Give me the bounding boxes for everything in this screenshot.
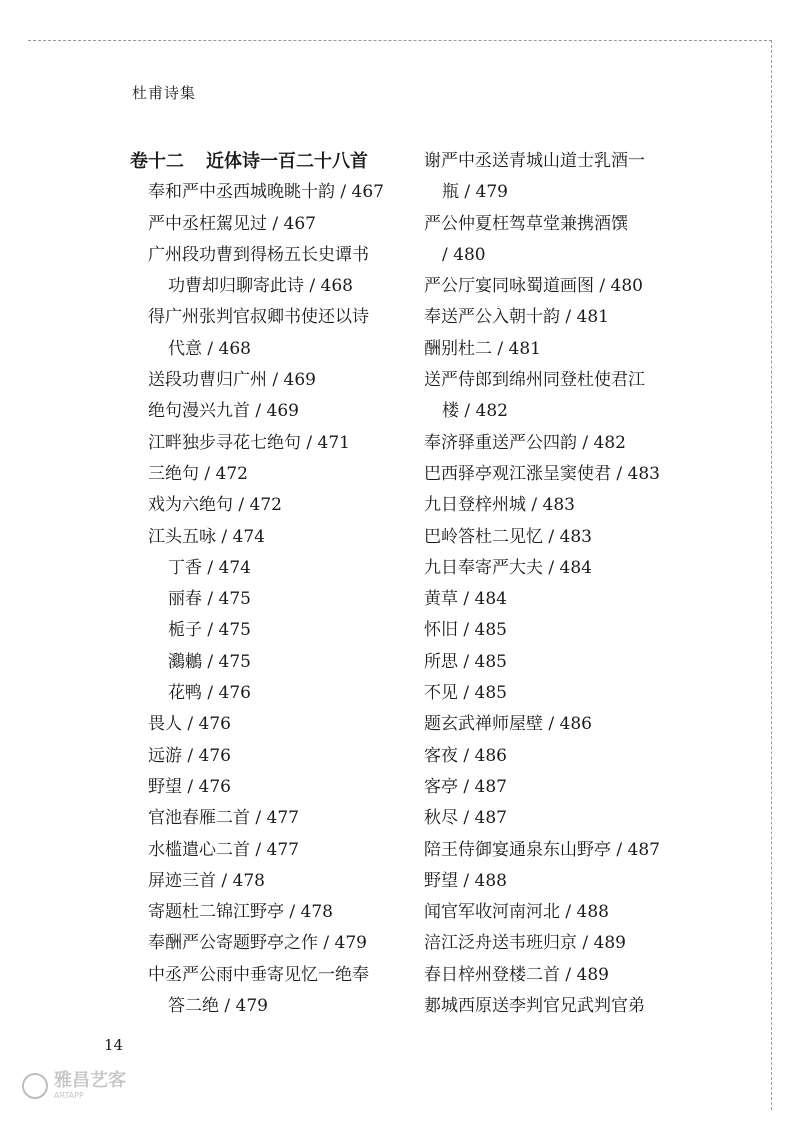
toc-entry: 楼 / 482 xyxy=(442,401,508,422)
toc-entry: 不见 / 485 xyxy=(424,683,507,704)
toc-entry: 绝句漫兴九首 / 469 xyxy=(148,401,299,422)
toc-entry: 花鸭 / 476 xyxy=(168,683,251,704)
watermark xyxy=(22,1072,126,1100)
toc-entry: 奉送严公入朝十韵 / 481 xyxy=(424,307,609,328)
toc-entry: 屏迹三首 / 478 xyxy=(148,870,265,891)
toc-entry: 郪城西原送李判官兄武判官弟 xyxy=(424,996,645,1017)
toc-entry: 所思 / 485 xyxy=(424,651,507,672)
toc-entry: 秋尽 / 487 xyxy=(424,808,507,829)
toc-entry: 严公仲夏枉驾草堂兼携酒馔 xyxy=(424,213,628,234)
toc-entry: 九日奉寄严大夫 / 484 xyxy=(424,557,592,578)
toc-entry: 水槛遣心二首 / 477 xyxy=(148,839,299,860)
toc-entry: 广州段功曹到得杨五长史谭书 xyxy=(148,244,369,265)
toc-entry: 严公厅宴同咏蜀道画图 / 480 xyxy=(424,276,643,297)
watermark-text: 雅昌艺客 xyxy=(54,1070,126,1091)
toc-entry: 官池春雁二首 / 477 xyxy=(148,808,299,829)
chapter-volume: 卷十二 xyxy=(130,151,184,172)
toc-entry: 远游 / 476 xyxy=(148,745,231,766)
toc-entry: 江畔独步寻花七绝句 / 471 xyxy=(148,432,350,453)
toc-entry: 三绝句 / 472 xyxy=(148,463,248,484)
chapter-title: 近体诗一百二十八首 xyxy=(206,151,368,172)
page-border-top xyxy=(28,40,772,41)
toc-entry: 巴西驿亭观江涨呈窦使君 / 483 xyxy=(424,463,660,484)
toc-entry: 奉酬严公寄题野亭之作 / 479 xyxy=(148,933,367,954)
toc-entry: 奉和严中丞西城晚眺十韵 / 467 xyxy=(148,182,384,203)
toc-entry: 答二绝 / 479 xyxy=(168,996,268,1017)
toc-entry: 黄草 / 484 xyxy=(424,589,507,610)
toc-entry: 巴岭答杜二见忆 / 483 xyxy=(424,526,592,547)
toc-entry: 九日登梓州城 / 483 xyxy=(424,495,575,516)
toc-entry: 酬别杜二 / 481 xyxy=(424,338,541,359)
toc-entry: 野望 / 488 xyxy=(424,870,507,891)
toc-entry: 畏人 / 476 xyxy=(148,714,231,735)
toc-entry: 送段功曹归广州 / 469 xyxy=(148,370,316,391)
toc-left-column xyxy=(130,146,405,1022)
toc-entry: 送严侍郎到绵州同登杜使君江 xyxy=(424,370,645,391)
toc-entry: 得广州张判官叔卿书使还以诗 xyxy=(148,307,369,328)
toc-entry: 戏为六绝句 / 472 xyxy=(148,495,282,516)
toc-entry: 栀子 / 475 xyxy=(168,620,251,641)
page-border-right xyxy=(771,40,772,1110)
toc-entry: 严中丞枉駕见过 / 467 xyxy=(148,213,316,234)
toc-entry: 江头五咏 / 474 xyxy=(148,526,265,547)
toc-entry: 功曹却归聊寄此诗 / 468 xyxy=(168,276,353,297)
toc-entry: 野望 / 476 xyxy=(148,776,231,797)
toc-entry: 代意 / 468 xyxy=(168,338,251,359)
toc-entry: 瓶 / 479 xyxy=(442,182,508,203)
page-number: 14 xyxy=(104,1036,124,1054)
toc-entry: 春日梓州登楼二首 / 489 xyxy=(424,964,609,985)
toc-entry: 丁香 / 474 xyxy=(168,557,251,578)
toc-entry: 客夜 / 486 xyxy=(424,745,507,766)
toc-entry: 涪江泛舟送韦班归京 / 489 xyxy=(424,933,626,954)
toc-entry: 鸂鶒 / 475 xyxy=(168,651,251,672)
toc-entry: 谢严中丞送青城山道士乳酒一 xyxy=(424,151,645,171)
toc-entry: 闻官军收河南河北 / 488 xyxy=(424,902,609,923)
toc-right-column xyxy=(424,146,744,1022)
toc-entry: / 480 xyxy=(442,244,486,265)
chapter-heading xyxy=(130,146,405,177)
watermark-logo-icon xyxy=(22,1073,48,1099)
toc-entry: 题玄武禅师屋壁 / 486 xyxy=(424,714,592,735)
running-header: 杜甫诗集 xyxy=(132,84,197,102)
toc-entry: 中丞严公雨中垂寄见忆一绝奉 xyxy=(148,964,369,985)
toc-entry: 丽春 / 475 xyxy=(168,589,251,610)
toc-entry: 寄题杜二锦江野亭 / 478 xyxy=(148,902,333,923)
toc-entry: 奉济驿重送严公四韵 / 482 xyxy=(424,432,626,453)
toc-entry: 陪王侍御宴通泉东山野亭 / 487 xyxy=(424,839,660,860)
toc-entry: 客亭 / 487 xyxy=(424,776,507,797)
watermark-subtext: ARTAPP xyxy=(54,1091,84,1100)
toc-entry: 怀旧 / 485 xyxy=(424,620,507,641)
